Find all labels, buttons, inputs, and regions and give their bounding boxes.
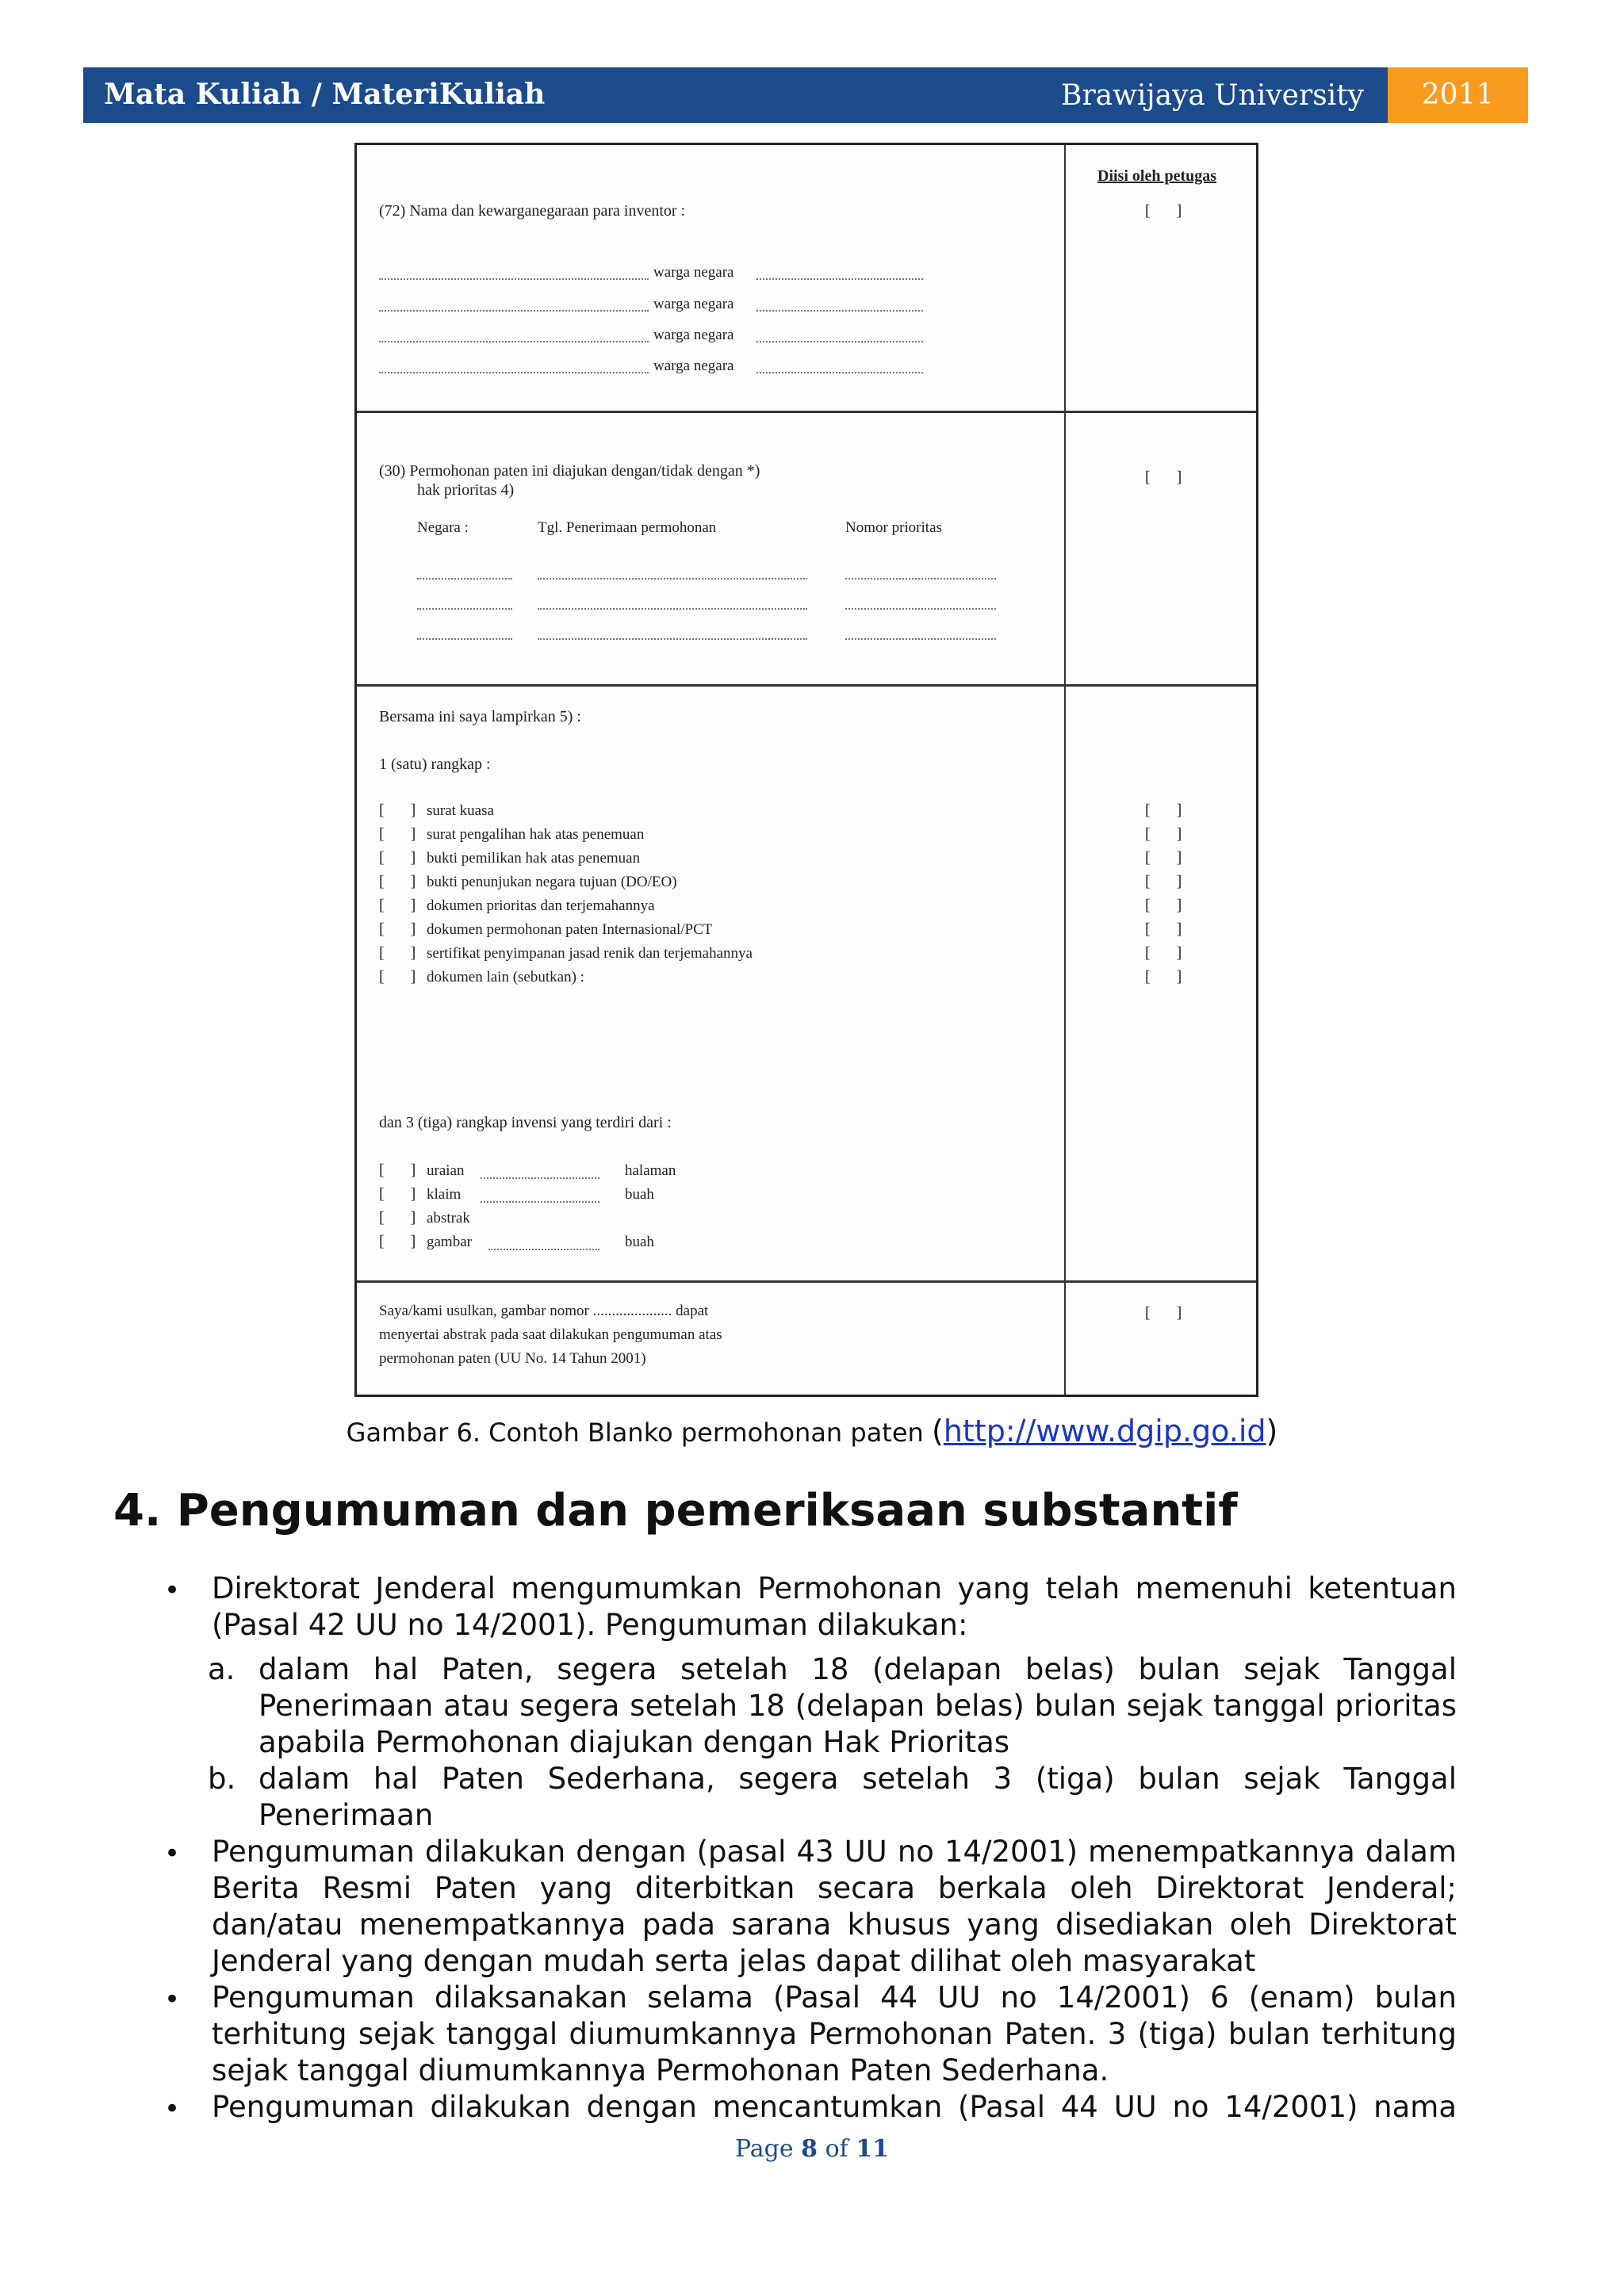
sub-item-marker: a. bbox=[208, 1652, 236, 1686]
form-bracket: [ ] bbox=[379, 849, 427, 867]
caption-open-paren: ( bbox=[931, 1414, 944, 1448]
header-year: 2011 bbox=[1388, 67, 1528, 123]
header-bar bbox=[83, 67, 1388, 123]
form-dotted-line bbox=[417, 638, 512, 640]
footer-prefix: Page bbox=[734, 2135, 802, 2163]
form-col-date: Tgl. Penerimaan permohonan bbox=[538, 519, 717, 536]
form-dotted-line bbox=[756, 278, 923, 280]
form-attachment-item: surat pengalihan hak atas penemuan bbox=[427, 826, 645, 843]
form-attachment-item: bukti pemilikan hak atas penemuan bbox=[427, 850, 641, 867]
form-divider-2 bbox=[357, 684, 1256, 687]
form-bracket: [ ] bbox=[379, 825, 427, 843]
header-course-title: Mata Kuliah / MateriKuliah bbox=[104, 78, 546, 111]
sub-item-a: dalam hal Paten, segera setelah 18 (delapan belas) bulan sejak Tanggal Penerimaan atau segera setelah 18 (delapan belas) bulan sejak tanggal prioritas apabila Permohonan diajukan dengan Hak Prioritas bbox=[259, 1652, 1457, 1759]
form-col-number: Nomor prioritas bbox=[845, 519, 942, 536]
page-header bbox=[83, 67, 1528, 123]
form-dotted-line bbox=[845, 608, 996, 610]
form-bracket: [ ] bbox=[1145, 202, 1193, 220]
form-bracket: [ ] bbox=[1145, 944, 1193, 962]
section-heading: 4. Pengumuman dan pemeriksaan substantif bbox=[113, 1485, 1238, 1536]
form-attachment-item: dokumen prioritas dan terjemahannya bbox=[427, 897, 655, 914]
bullet-glyph: • bbox=[164, 1838, 181, 1869]
form-bracket: [ ] bbox=[1145, 469, 1193, 486]
form-dotted-line bbox=[379, 341, 649, 342]
form-bracket: [ ] bbox=[1145, 897, 1193, 914]
form-column-divider bbox=[1064, 145, 1066, 1395]
form-bracket: [ ] bbox=[379, 944, 427, 962]
footer-of: of bbox=[818, 2135, 856, 2163]
form-bracket: [ ] bbox=[379, 1233, 427, 1250]
form-invention-unit: buah bbox=[625, 1234, 654, 1250]
form-dotted-line bbox=[756, 372, 923, 373]
form-bracket: [ ] bbox=[379, 1185, 427, 1203]
caption-link[interactable]: http://www.dgip.go.id bbox=[943, 1414, 1266, 1448]
bullet-item-2: Pengumuman dilakukan dengan (pasal 43 UU no 14/2001) menempatkannya dalam Berita Resmi Paten yang diterbitkan secara berkala oleh Direktorat Jenderal; dan/atau menempatkannya pada sarana khusus yang disediakan oleh Direktorat Jenderal yang dengan mudah serta jelas dapat dilihat oleh masyarakat bbox=[212, 1835, 1457, 1978]
form-proposal-line: menyertai abstrak pada saat dilakukan pengumuman atas bbox=[379, 1326, 722, 1343]
form-citizen-label: warga negara bbox=[653, 264, 734, 281]
form-bracket: [ ] bbox=[379, 897, 427, 914]
bullet-item-4: Pengumuman dilakukan dengan mencantumkan (Pasal 44 UU no 14/2001) nama bbox=[212, 2090, 1457, 2124]
bullet-item-3: Pengumuman dilaksanakan selama (Pasal 44 UU no 14/2001) 6 (enam) bulan terhitung sejak tanggal diumumkannya Permohonan Paten. 3 (tiga) bulan terhitung sejak tanggal diumumkannya Permohonan Paten Sederhana. bbox=[212, 1980, 1457, 2087]
form-attachment-item: dokumen permohonan paten Internasional/PCT bbox=[427, 921, 713, 938]
form-dotted-line bbox=[481, 1177, 599, 1179]
form-officer-label: Diisi oleh petugas bbox=[1097, 167, 1217, 185]
form-dotted-line bbox=[845, 578, 996, 580]
form-priority-label: (30) Permohonan paten ini diajukan dengan/tidak dengan *) bbox=[379, 462, 760, 480]
form-copies-label: 1 (satu) rangkap : bbox=[379, 756, 491, 773]
footer-page-number: 8 bbox=[801, 2135, 818, 2163]
sub-item-b: dalam hal Paten Sederhana, segera setelah 3 (tiga) bulan sejak Tanggal Penerimaan bbox=[259, 1762, 1457, 1832]
form-dotted-line bbox=[417, 578, 512, 580]
form-attachment-item: dokumen lain (sebutkan) : bbox=[427, 969, 584, 985]
form-citizen-label: warga negara bbox=[653, 296, 734, 312]
form-dotted-line bbox=[379, 310, 649, 312]
form-bracket: [ ] bbox=[379, 920, 427, 938]
form-dotted-line bbox=[538, 578, 807, 580]
form-divider-1 bbox=[357, 411, 1256, 413]
form-invention-unit: halaman bbox=[625, 1162, 676, 1179]
bullet-item-1: Direktorat Jenderal mengumumkan Permohonan yang telah memenuhi ketentuan (Pasal 42 UU no 14/2001). Pengumuman dilakukan: bbox=[212, 1571, 1457, 1642]
form-bracket: [ ] bbox=[1145, 825, 1193, 843]
form-inventor-label: (72) Nama dan kewarganegaraan para inventor : bbox=[379, 202, 686, 220]
form-proposal-line: permohonan paten (UU No. 14 Tahun 2001) bbox=[379, 1350, 646, 1367]
page-footer bbox=[0, 2135, 1624, 2163]
form-dotted-line bbox=[756, 341, 923, 342]
header-university: Brawijaya University bbox=[1060, 79, 1364, 112]
form-attach-label: Bersama ini saya lampirkan 5) : bbox=[379, 708, 581, 725]
form-bracket: [ ] bbox=[1145, 873, 1193, 890]
bullet-glyph: • bbox=[164, 1984, 181, 2015]
form-divider-3 bbox=[357, 1280, 1256, 1283]
form-bracket: [ ] bbox=[1145, 1304, 1193, 1322]
form-bracket: [ ] bbox=[1145, 920, 1193, 938]
form-bracket: [ ] bbox=[379, 802, 427, 819]
form-invention-item: abstrak bbox=[427, 1210, 470, 1226]
bullet-glyph: • bbox=[164, 2093, 181, 2125]
form-dotted-line bbox=[756, 310, 923, 312]
form-attachment-item: bukti penunjukan negara tujuan (DO/EO) bbox=[427, 874, 677, 890]
form-bracket: [ ] bbox=[1145, 802, 1193, 819]
form-dotted-line bbox=[845, 638, 996, 640]
form-proposal-line: Saya/kami usulkan, gambar nomor ..................... dapat bbox=[379, 1303, 709, 1319]
form-invention-label: dan 3 (tiga) rangkap invensi yang terdiri dari : bbox=[379, 1114, 672, 1131]
sub-item-marker: b. bbox=[208, 1762, 236, 1796]
form-dotted-line bbox=[488, 1249, 599, 1250]
form-attachment-item: surat kuasa bbox=[427, 802, 494, 819]
form-dotted-line bbox=[417, 608, 512, 610]
form-dotted-line bbox=[379, 372, 649, 373]
form-bracket: [ ] bbox=[1145, 968, 1193, 985]
form-invention-item: klaim bbox=[427, 1186, 462, 1203]
form-citizen-label: warga negara bbox=[653, 358, 734, 374]
form-priority-label-2: hak prioritas 4) bbox=[417, 481, 515, 499]
caption-text: Gambar 6. Contoh Blanko permohonan paten bbox=[346, 1418, 932, 1448]
form-invention-item: gambar bbox=[427, 1234, 472, 1250]
form-col-country: Negara : bbox=[417, 519, 469, 536]
form-bracket: [ ] bbox=[379, 873, 427, 890]
form-bracket: [ ] bbox=[379, 968, 427, 985]
form-dotted-line bbox=[379, 278, 649, 280]
form-citizen-label: warga negara bbox=[653, 327, 734, 343]
form-dotted-line bbox=[538, 638, 807, 640]
form-invention-item: uraian bbox=[427, 1162, 465, 1179]
form-invention-unit: buah bbox=[625, 1186, 654, 1203]
figure-caption bbox=[0, 1414, 1624, 1448]
form-dotted-line bbox=[481, 1201, 599, 1203]
footer-page-total: 11 bbox=[856, 2135, 890, 2163]
form-bracket: [ ] bbox=[379, 1209, 427, 1226]
form-bracket: [ ] bbox=[1145, 849, 1193, 867]
form-attachment-item: sertifikat penyimpanan jasad renik dan terjemahannya bbox=[427, 945, 753, 962]
form-dotted-line bbox=[538, 608, 807, 610]
patent-form-image bbox=[354, 143, 1258, 1397]
caption-close-paren: ) bbox=[1266, 1414, 1278, 1448]
bullet-glyph: • bbox=[164, 1575, 181, 1606]
form-bracket: [ ] bbox=[379, 1161, 427, 1179]
